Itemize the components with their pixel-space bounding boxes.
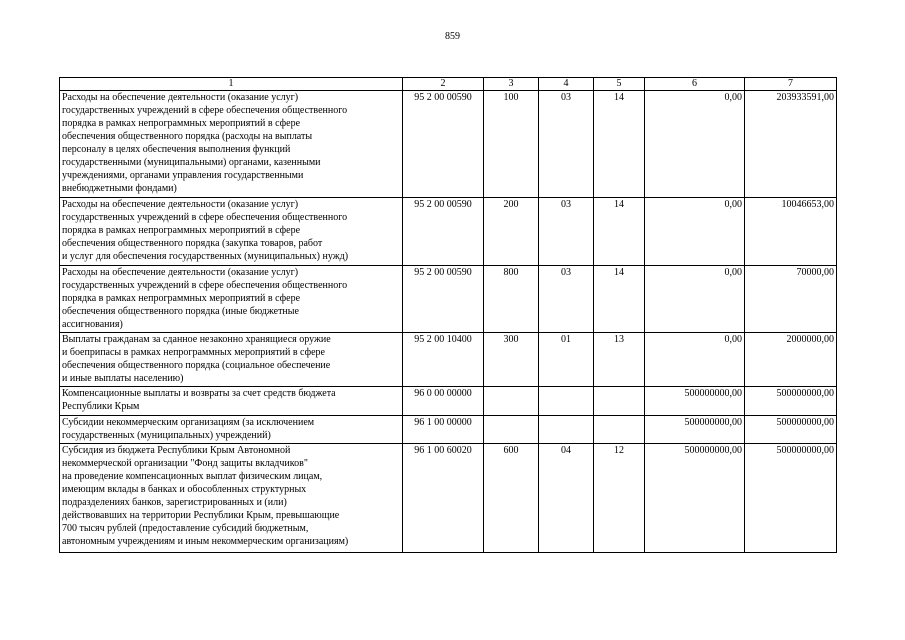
row-col-5: 13 [594,333,645,387]
row-col-5: 14 [594,91,645,198]
row-code: 96 1 00 60020 [403,444,484,553]
column-header-2: 2 [403,78,484,91]
column-header-4: 4 [539,78,594,91]
column-header-6: 6 [645,78,745,91]
row-code: 95 2 00 00590 [403,266,484,333]
row-description: Компенсационные выплаты и возвраты за счет средств бюджета Республики Крым [60,387,403,416]
row-col-5: 14 [594,266,645,333]
row-description: Субсидии некоммерческим организациям (за исключением государственных (муниципальных) учреждений) [60,416,403,444]
row-col-4 [539,416,594,444]
table-row [60,416,837,444]
row-col-6: 0,00 [645,198,745,266]
row-col-4: 01 [539,333,594,387]
row-col-3: 600 [484,444,539,553]
row-col-7: 203933591,00 [745,91,837,198]
row-col-3 [484,416,539,444]
row-code: 96 1 00 00000 [403,416,484,444]
row-code: 96 0 00 00000 [403,387,484,416]
row-col-3: 800 [484,266,539,333]
row-col-6: 500000000,00 [645,416,745,444]
header-row [60,78,837,91]
row-col-4: 03 [539,91,594,198]
table-row [60,387,837,416]
row-col-7: 500000000,00 [745,444,837,553]
column-header-1: 1 [60,78,403,91]
row-col-4: 03 [539,266,594,333]
table-row [60,266,837,333]
row-code: 95 2 00 10400 [403,333,484,387]
column-header-7: 7 [745,78,837,91]
row-description: Расходы на обеспечение деятельности (оказание услуг) государственных учреждений в сфере обеспечения общественного порядка в рамках непрограммных мероприятий в сфере обеспечения общественного порядка (закупка товаров, работ и услуг для обеспечения государственных (муниципальных) нужд) [60,198,403,266]
column-header-3: 3 [484,78,539,91]
row-col-5: 12 [594,444,645,553]
table-row [60,91,837,198]
row-col-7: 10046653,00 [745,198,837,266]
row-col-6: 500000000,00 [645,387,745,416]
row-description: Расходы на обеспечение деятельности (оказание услуг) государственных учреждений в сфере обеспечения общественного порядка в рамках непрограммных мероприятий в сфере обеспечения общественного порядка (расходы на выплаты персоналу в целях обеспечения выполнения функций государственными (муниципальными) органами, казенными учреждениями, органами управления государственными внебюджетными фондами) [60,91,403,198]
row-col-3: 300 [484,333,539,387]
row-col-6: 0,00 [645,91,745,198]
budget-table [59,77,837,553]
table-row [60,333,837,387]
row-description: Расходы на обеспечение деятельности (оказание услуг) государственных учреждений в сфере обеспечения общественного порядка в рамках непрограммных мероприятий в сфере обеспечения общественного порядка (иные бюджетные ассигнования) [60,266,403,333]
row-col-5: 14 [594,198,645,266]
column-header-5: 5 [594,78,645,91]
row-col-3: 200 [484,198,539,266]
table-row [60,198,837,266]
row-description: Субсидия из бюджета Республики Крым Автономной некоммерческой организации "Фонд защиты вкладчиков" на проведение компенсационных выплат физическим лицам, имеющим вклады в банках и обособленных структурных подразделениях банков, зарегистрированных и (или) действовавших на территории Республики Крым, превышающие 700 тысяч рублей (предоставление субсидий бюджетным, автономным учреждениям и иным некоммерческим организациям) [60,444,403,553]
row-col-4: 04 [539,444,594,553]
row-col-3 [484,387,539,416]
row-code: 95 2 00 00590 [403,91,484,198]
row-col-4: 03 [539,198,594,266]
row-col-5 [594,416,645,444]
row-col-5 [594,387,645,416]
row-col-6: 0,00 [645,333,745,387]
row-col-7: 2000000,00 [745,333,837,387]
row-col-7: 500000000,00 [745,387,837,416]
table-row [60,444,837,553]
row-col-6: 0,00 [645,266,745,333]
row-col-6: 500000000,00 [645,444,745,553]
row-code: 95 2 00 00590 [403,198,484,266]
row-col-7: 70000,00 [745,266,837,333]
row-col-7: 500000000,00 [745,416,837,444]
row-col-3: 100 [484,91,539,198]
page-number: 859 [445,31,460,42]
row-description: Выплаты гражданам за сданное незаконно хранящиеся оружие и боеприпасы в рамках непрограммных мероприятий в сфере обеспечения общественного порядка (социальное обеспечение и иные выплаты населению) [60,333,403,387]
row-col-4 [539,387,594,416]
